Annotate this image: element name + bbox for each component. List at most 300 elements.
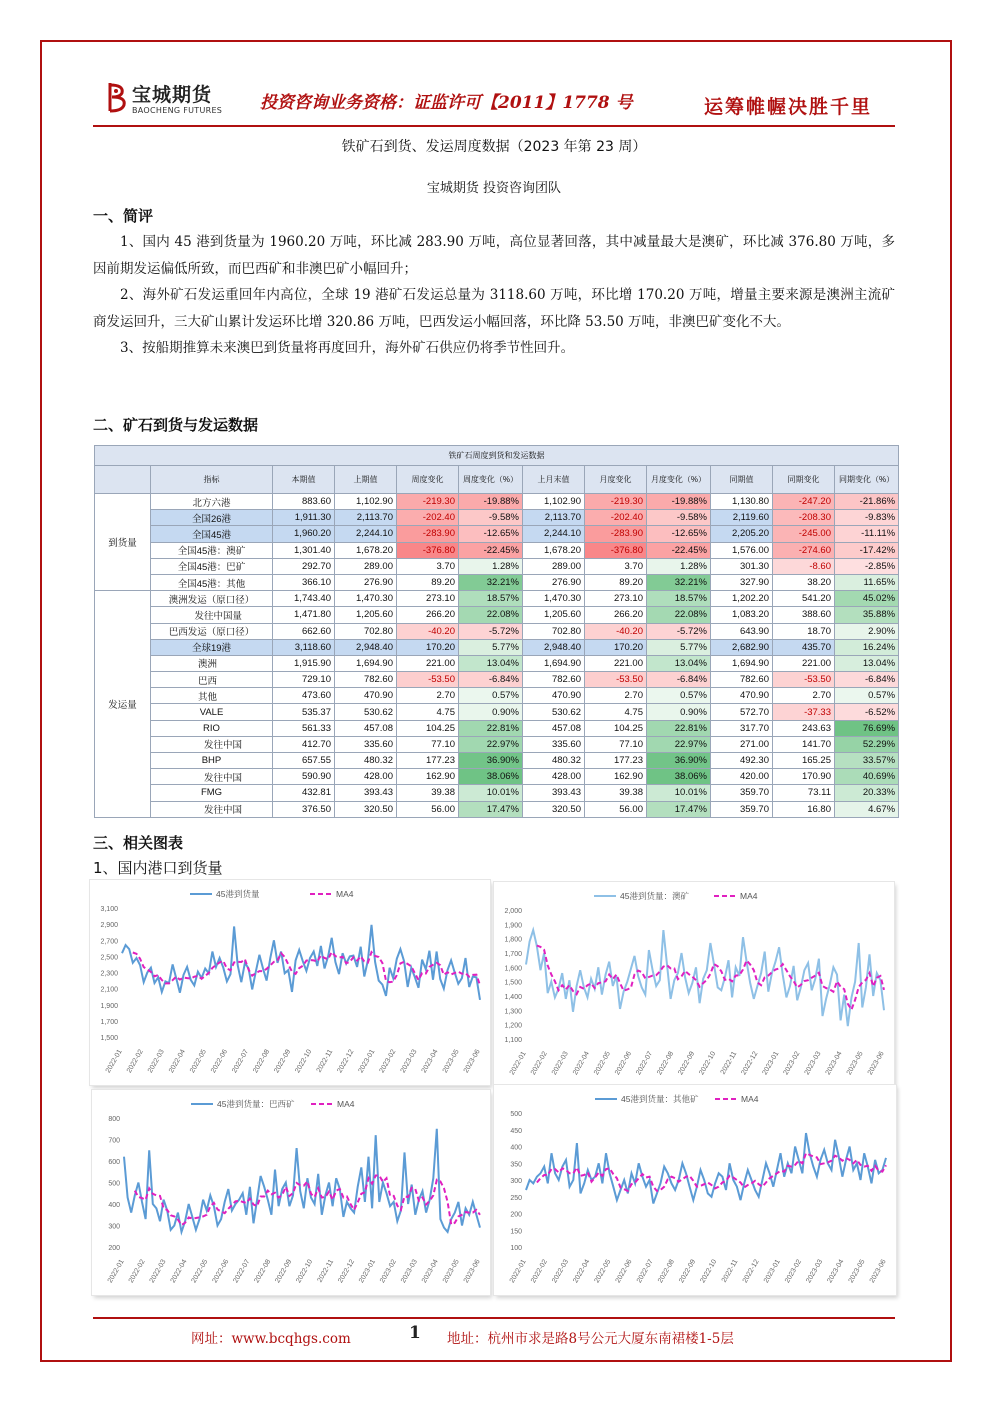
x-tick-label: 2023-01 — [761, 1050, 781, 1077]
table-cell: 2,682.90 — [711, 639, 773, 655]
table-cell: 2,119.60 — [711, 510, 773, 526]
table-cell: 22.97% — [459, 736, 523, 752]
series-line — [526, 1133, 886, 1203]
table-cell: -219.30 — [397, 494, 459, 510]
x-tick-label: 2023-04 — [826, 1258, 846, 1285]
chart-svg — [494, 1085, 896, 1295]
table-cell: 165.25 — [773, 753, 835, 769]
table-cell: 13.04% — [459, 655, 523, 671]
table-cell: 420.00 — [711, 769, 773, 785]
table-cell: 2.70 — [585, 688, 647, 704]
table-cell: -19.88% — [647, 494, 711, 510]
row-label: 发往中国 — [151, 801, 273, 817]
x-tick-label: 2022-06 — [614, 1258, 634, 1285]
table-cell: 18.57% — [647, 591, 711, 607]
table-cell: 335.60 — [523, 736, 585, 752]
table-cell: 1,915.90 — [273, 655, 335, 671]
y-tick-label: 700 — [108, 1137, 120, 1145]
table-cell: 662.60 — [273, 623, 335, 639]
x-tick-label: 2022-04 — [167, 1048, 187, 1075]
x-tick-label: 2022-07 — [232, 1258, 252, 1285]
table-cell: 1,130.80 — [711, 494, 773, 510]
table-row — [95, 672, 899, 688]
y-tick-label: 150 — [510, 1228, 522, 1236]
table-cell: 412.70 — [273, 736, 335, 752]
summary-paragraph: 1、国内 45 港到货量为 1960.20 万吨，环比减 283.90 万吨，高位显著回落，其中减量最大是澳矿，环比减 376.80 万吨，多因前期发运偏低所致，而巴西矿和非澳巴矿小幅回升； — [93, 234, 895, 277]
table-cell: 480.32 — [523, 753, 585, 769]
legend-label-series: 45港到货量 — [216, 889, 260, 899]
table-cell: 243.63 — [773, 720, 835, 736]
line-chart-3 — [92, 1090, 490, 1295]
table-cell: 0.57% — [835, 688, 899, 704]
table-cell: 2,205.20 — [711, 526, 773, 542]
x-tick-label: 2022-12 — [336, 1048, 356, 1075]
table-cell: 317.70 — [711, 720, 773, 736]
table-cell: 432.81 — [273, 785, 335, 801]
table-row — [95, 688, 899, 704]
y-tick-label: 2,700 — [100, 938, 118, 946]
table-cell: -5.72% — [647, 623, 711, 639]
y-tick-label: 600 — [108, 1159, 120, 1166]
table-header-cell: 本期值 — [273, 466, 335, 494]
x-tick-label: 2022-03 — [146, 1048, 166, 1075]
footer-website[interactable]: 网址：www.bcqhgs.com — [191, 1331, 351, 1347]
table-cell: -208.30 — [773, 510, 835, 526]
table-cell: 1,743.40 — [273, 591, 335, 607]
table-cell: 32.21% — [459, 574, 523, 590]
document-title: 铁矿石到货、发运周度数据（2023 年第 23 周） — [341, 139, 647, 155]
line-chart-4 — [494, 1085, 896, 1295]
x-tick-label: 2022-10 — [295, 1258, 315, 1285]
table-cell: 4.75 — [585, 704, 647, 720]
x-tick-label: 2022-09 — [678, 1258, 698, 1285]
table-cell: 470.90 — [523, 688, 585, 704]
table-cell: 39.38 — [585, 785, 647, 801]
table-cell: 52.29% — [835, 736, 899, 752]
x-tick-label: 2022-10 — [698, 1050, 718, 1077]
y-tick-label: 800 — [108, 1116, 120, 1123]
x-tick-label: 2022-11 — [316, 1258, 336, 1284]
x-tick-label: 2022-08 — [252, 1048, 272, 1075]
table-row — [95, 655, 899, 671]
table-cell: -12.65% — [647, 526, 711, 542]
table-cell: 1,694.90 — [523, 655, 585, 671]
table-row — [95, 558, 899, 574]
table-cell: 535.37 — [273, 704, 335, 720]
row-label: 发往中国 — [151, 769, 273, 785]
table-cell: 643.90 — [711, 623, 773, 639]
y-tick-label: 200 — [108, 1245, 120, 1252]
y-tick-label: 2,500 — [100, 954, 118, 962]
table-cell: 104.25 — [397, 720, 459, 736]
series-line — [526, 930, 884, 1026]
y-tick-label: 1,200 — [504, 1022, 522, 1030]
table-cell: 33.57% — [835, 753, 899, 769]
section-heading-3: 三、相关图表 — [93, 834, 184, 852]
x-tick-label: 2023-01 — [357, 1048, 377, 1075]
logo-text-cn: 宝城期货 — [132, 84, 213, 106]
x-tick-label: 2022-11 — [315, 1048, 335, 1074]
table-row — [95, 753, 899, 769]
table-cell: 1,083.20 — [711, 607, 773, 623]
table-cell: 1.28% — [647, 558, 711, 574]
table-cell: -376.80 — [585, 542, 647, 558]
table-cell: 56.00 — [397, 801, 459, 817]
qualification-text: 投资咨询业务资格：证监许可【2011】1778 号 — [260, 93, 633, 113]
table-cell: 388.60 — [773, 607, 835, 623]
table-cell: 38.06% — [647, 769, 711, 785]
y-tick-label: 250 — [510, 1194, 522, 1202]
table-row — [95, 510, 899, 526]
x-tick-label: 2022-04 — [571, 1050, 591, 1077]
table-header-blank — [95, 466, 151, 494]
x-tick-label: 2022-01 — [104, 1048, 124, 1075]
table-cell: 177.23 — [585, 753, 647, 769]
table-cell: 1,911.30 — [273, 510, 335, 526]
x-tick-label: 2022-01 — [508, 1258, 528, 1285]
table-cell: 38.06% — [459, 769, 523, 785]
y-tick-label: 2,900 — [100, 922, 118, 930]
table-cell: 73.11 — [773, 785, 835, 801]
header-divider — [93, 125, 895, 127]
table-cell: 32.21% — [647, 574, 711, 590]
x-tick-label: 2022-09 — [677, 1050, 697, 1077]
table-row — [95, 639, 899, 655]
chart-svg — [90, 880, 490, 1085]
table-cell: 301.30 — [711, 558, 773, 574]
table-cell: -283.90 — [397, 526, 459, 542]
x-tick-label: 2023-05 — [441, 1048, 461, 1075]
table-cell: 1,471.80 — [273, 607, 335, 623]
table-cell: 376.50 — [273, 801, 335, 817]
table-cell: 470.90 — [335, 688, 397, 704]
table-cell: 3,118.60 — [273, 639, 335, 655]
table-cell: 10.01% — [647, 785, 711, 801]
y-tick-label: 1,500 — [100, 1035, 118, 1042]
table-cell: 45.02% — [835, 591, 899, 607]
table-row — [95, 574, 899, 590]
table-cell: 782.60 — [335, 672, 397, 688]
table-cell: 3.70 — [585, 558, 647, 574]
table-cell: 221.00 — [585, 655, 647, 671]
row-label: RIO — [151, 720, 273, 736]
table-cell: -6.84% — [647, 672, 711, 688]
page-number: 1 — [409, 1323, 421, 1343]
table-cell: -202.40 — [585, 510, 647, 526]
y-tick-label: 100 — [510, 1245, 522, 1252]
table-cell: 276.90 — [523, 574, 585, 590]
table-cell: 1.28% — [459, 558, 523, 574]
y-tick-label: 1,300 — [504, 1008, 522, 1016]
table-cell: 292.70 — [273, 558, 335, 574]
table-cell: 492.30 — [711, 753, 773, 769]
table-cell: -22.45% — [647, 542, 711, 558]
table-cell: 1,470.30 — [523, 591, 585, 607]
row-label: FMG — [151, 785, 273, 801]
x-tick-label: 2022-08 — [657, 1258, 676, 1285]
table-row — [95, 801, 899, 817]
table-cell: 1,960.20 — [273, 526, 335, 542]
table-cell: 273.10 — [585, 591, 647, 607]
y-tick-label: 1,900 — [100, 1002, 118, 1010]
table-header-cell: 月度变化 — [585, 466, 647, 494]
table-cell: -9.58% — [647, 510, 711, 526]
row-label: 发往中国量 — [151, 607, 273, 623]
slogan-text: 运筹帷幄决胜千里 — [704, 96, 873, 118]
line-chart-1 — [90, 880, 490, 1085]
x-tick-label: 2022-05 — [593, 1050, 612, 1077]
table-cell: 393.43 — [523, 785, 585, 801]
table-cell: 170.90 — [773, 769, 835, 785]
row-label: 全国45港：巴矿 — [151, 558, 273, 574]
table-cell: 530.62 — [523, 704, 585, 720]
table-cell: 3.70 — [397, 558, 459, 574]
row-label: 全国45港：其他 — [151, 574, 273, 590]
table-cell: 2,948.40 — [523, 639, 585, 655]
table-cell: 221.00 — [773, 655, 835, 671]
y-tick-label: 450 — [510, 1127, 522, 1135]
table-cell: 10.01% — [459, 785, 523, 801]
table-cell: 18.70 — [773, 623, 835, 639]
table-cell: 35.88% — [835, 607, 899, 623]
summary-paragraph: 2、海外矿石发运重回年内高位，全球 19 港矿石发运总量为 3118.60 万吨，环比增 170.20 万吨，增量主要来源是澳洲主流矿商发运回升，三大矿山累计发运环比增 320.86 万吨，巴西发运小幅回落，环比降 53.50 万吨，非澳巴矿变化不大。 — [93, 287, 895, 330]
table-cell: 480.32 — [335, 753, 397, 769]
table-cell: 327.90 — [711, 574, 773, 590]
table-cell: -53.50 — [773, 672, 835, 688]
x-tick-label: 2023-03 — [803, 1050, 823, 1077]
table-cell: 320.50 — [523, 801, 585, 817]
line-chart-2 — [494, 882, 894, 1087]
table-cell: -53.50 — [585, 672, 647, 688]
row-label: 巴西 — [151, 672, 273, 688]
table-cell: 141.70 — [773, 736, 835, 752]
y-tick-label: 400 — [510, 1144, 522, 1152]
table-header-row — [95, 466, 899, 494]
table-cell: 572.70 — [711, 704, 773, 720]
x-tick-label: 2023-06 — [868, 1258, 888, 1285]
table-cell: -9.58% — [459, 510, 523, 526]
x-tick-label: 2022-07 — [231, 1048, 251, 1075]
x-tick-label: 2022-12 — [337, 1258, 357, 1285]
table-cell: 56.00 — [585, 801, 647, 817]
table-cell: 1,102.90 — [335, 494, 397, 510]
y-tick-label: 350 — [510, 1161, 522, 1169]
group-label-shipment: 发运量 — [95, 591, 151, 818]
table-cell: 457.08 — [335, 720, 397, 736]
table-cell: 18.57% — [459, 591, 523, 607]
x-tick-label: 2022-10 — [699, 1258, 719, 1285]
table-cell: -2.85% — [835, 558, 899, 574]
table-cell: 16.80 — [773, 801, 835, 817]
x-tick-label: 2023-01 — [358, 1258, 378, 1285]
legend-label-series: 45港到货量：巴西矿 — [217, 1099, 295, 1109]
table-cell: 13.04% — [647, 655, 711, 671]
series-line — [122, 925, 480, 1000]
table-cell: 1,576.00 — [711, 542, 773, 558]
table-cell: 2,948.40 — [335, 639, 397, 655]
row-label: 全国26港 — [151, 510, 273, 526]
legend-label-ma4: MA4 — [740, 891, 758, 901]
row-label: 全球19港 — [151, 639, 273, 655]
table-row — [95, 720, 899, 736]
x-tick-label: 2022-05 — [593, 1258, 613, 1285]
team-name: 宝城期货 投资咨询团队 — [426, 181, 562, 196]
table-cell: -6.52% — [835, 704, 899, 720]
table-cell: 1,102.90 — [523, 494, 585, 510]
table-cell: -22.45% — [459, 542, 523, 558]
table-header-cell: 上月末值 — [523, 466, 585, 494]
logo-mark-icon — [104, 80, 128, 114]
x-tick-label: 2023-06 — [462, 1258, 482, 1285]
ore-data-table — [94, 445, 899, 818]
table-cell: 782.60 — [523, 672, 585, 688]
x-tick-label: 2022-02 — [125, 1048, 145, 1075]
table-cell: -376.80 — [397, 542, 459, 558]
table-cell: -202.40 — [397, 510, 459, 526]
table-header-cell: 周度变化（%） — [459, 466, 523, 494]
table-cell: 366.10 — [273, 574, 335, 590]
table-cell: 40.69% — [835, 769, 899, 785]
table-cell: 1,202.20 — [711, 591, 773, 607]
page-header — [100, 76, 900, 126]
row-label: 全国45港 — [151, 526, 273, 542]
table-cell: -12.65% — [459, 526, 523, 542]
table-cell: 13.04% — [835, 655, 899, 671]
x-tick-label: 2022-12 — [740, 1050, 760, 1077]
x-tick-label: 2022-02 — [529, 1050, 549, 1077]
y-tick-label: 2,300 — [100, 970, 118, 978]
x-tick-label: 2022-08 — [253, 1258, 273, 1285]
x-tick-label: 2022-12 — [741, 1258, 761, 1285]
y-tick-label: 200 — [510, 1211, 522, 1219]
table-header-cell: 周度变化 — [397, 466, 459, 494]
table-cell: 2,244.10 — [523, 526, 585, 542]
table-cell: -21.86% — [835, 494, 899, 510]
table-row — [95, 704, 899, 720]
table-row — [95, 542, 899, 558]
x-tick-label: 2023-03 — [805, 1258, 825, 1285]
table-cell: 162.90 — [585, 769, 647, 785]
table-cell: 2.90% — [835, 623, 899, 639]
x-tick-label: 2023-06 — [866, 1050, 886, 1077]
table-cell: 22.81% — [459, 720, 523, 736]
table-cell: 782.60 — [711, 672, 773, 688]
table-cell: 38.20 — [773, 574, 835, 590]
row-label: 澳洲 — [151, 655, 273, 671]
table-cell: -37.33 — [773, 704, 835, 720]
group-label-arrival: 到货量 — [95, 494, 151, 591]
section-heading-2: 二、矿石到货与发运数据 — [93, 416, 259, 434]
table-title-row — [95, 446, 899, 466]
table-cell: 1,470.30 — [335, 591, 397, 607]
x-tick-label: 2022-03 — [550, 1050, 570, 1077]
table-cell: 276.90 — [335, 574, 397, 590]
table-cell: 729.10 — [273, 672, 335, 688]
table-cell: 883.60 — [273, 494, 335, 510]
y-tick-label: 500 — [510, 1111, 522, 1118]
x-tick-label: 2022-03 — [551, 1258, 571, 1285]
table-cell: 2,113.70 — [335, 510, 397, 526]
table-cell: 359.70 — [711, 801, 773, 817]
table-cell: 1,301.40 — [273, 542, 335, 558]
x-tick-label: 2023-02 — [782, 1050, 802, 1077]
y-tick-label: 1,700 — [100, 1018, 118, 1026]
x-tick-label: 2023-03 — [399, 1048, 419, 1075]
y-tick-label: 1,500 — [504, 979, 522, 987]
table-cell: 36.90% — [459, 753, 523, 769]
y-tick-label: 1,700 — [504, 951, 522, 958]
table-cell: 36.90% — [647, 753, 711, 769]
table-cell: 428.00 — [523, 769, 585, 785]
table-cell: 0.90% — [459, 704, 523, 720]
table-cell: 76.69% — [835, 720, 899, 736]
section-heading-1: 一、简评 — [93, 207, 154, 225]
table-cell: 1,205.60 — [523, 607, 585, 623]
x-tick-label: 2022-11 — [719, 1050, 739, 1076]
x-tick-label: 2023-04 — [420, 1048, 440, 1075]
table-cell: -40.20 — [585, 623, 647, 639]
table-cell: 702.80 — [335, 623, 397, 639]
table-cell: 289.00 — [523, 558, 585, 574]
table-cell: 0.57% — [647, 688, 711, 704]
table-cell: 1,205.60 — [335, 607, 397, 623]
y-tick-label: 500 — [108, 1180, 120, 1188]
table-cell: -53.50 — [397, 672, 459, 688]
x-tick-label: 2022-04 — [572, 1258, 592, 1285]
x-tick-label: 2023-04 — [420, 1258, 440, 1285]
chart-svg — [92, 1090, 490, 1295]
x-tick-label: 2023-03 — [399, 1258, 419, 1285]
table-cell: 2.70 — [773, 688, 835, 704]
table-row — [95, 736, 899, 752]
row-label: 其他 — [151, 688, 273, 704]
table-cell: -5.72% — [459, 623, 523, 639]
table-row — [95, 769, 899, 785]
table-cell: 162.90 — [397, 769, 459, 785]
legend-label-ma4: MA4 — [336, 889, 354, 899]
table-cell: 590.90 — [273, 769, 335, 785]
table-title: 铁矿石周度到货和发运数据 — [95, 446, 899, 466]
y-tick-label: 1,100 — [504, 1037, 522, 1044]
row-label: BHP — [151, 753, 273, 769]
table-cell: 170.20 — [585, 639, 647, 655]
table-header-cell: 月度变化（%） — [647, 466, 711, 494]
table-header-cell: 上期值 — [335, 466, 397, 494]
legend-label-series: 45港到货量：其他矿 — [621, 1094, 699, 1104]
legend-label-series: 45港到货量：澳矿 — [620, 891, 689, 901]
table-cell: 2.70 — [397, 688, 459, 704]
x-tick-label: 2022-03 — [148, 1258, 168, 1285]
summary-paragraphs — [93, 229, 895, 362]
chart-svg — [494, 882, 894, 1087]
y-tick-label: 300 — [510, 1178, 522, 1185]
x-tick-label: 2023-05 — [847, 1258, 867, 1285]
table-cell: -40.20 — [397, 623, 459, 639]
table-cell: 1,694.90 — [335, 655, 397, 671]
table-cell: 457.08 — [523, 720, 585, 736]
row-label: 澳洲发运（原口径） — [151, 591, 273, 607]
table-cell: -17.42% — [835, 542, 899, 558]
table-cell: 0.90% — [647, 704, 711, 720]
table-cell: 470.90 — [711, 688, 773, 704]
table-cell: 17.47% — [647, 801, 711, 817]
x-tick-label: 2022-05 — [190, 1258, 210, 1285]
table-cell: 320.50 — [335, 801, 397, 817]
table-cell: -19.88% — [459, 494, 523, 510]
table-cell: 16.24% — [835, 639, 899, 655]
table-cell: 435.70 — [773, 639, 835, 655]
row-label: 北方六港 — [151, 494, 273, 510]
